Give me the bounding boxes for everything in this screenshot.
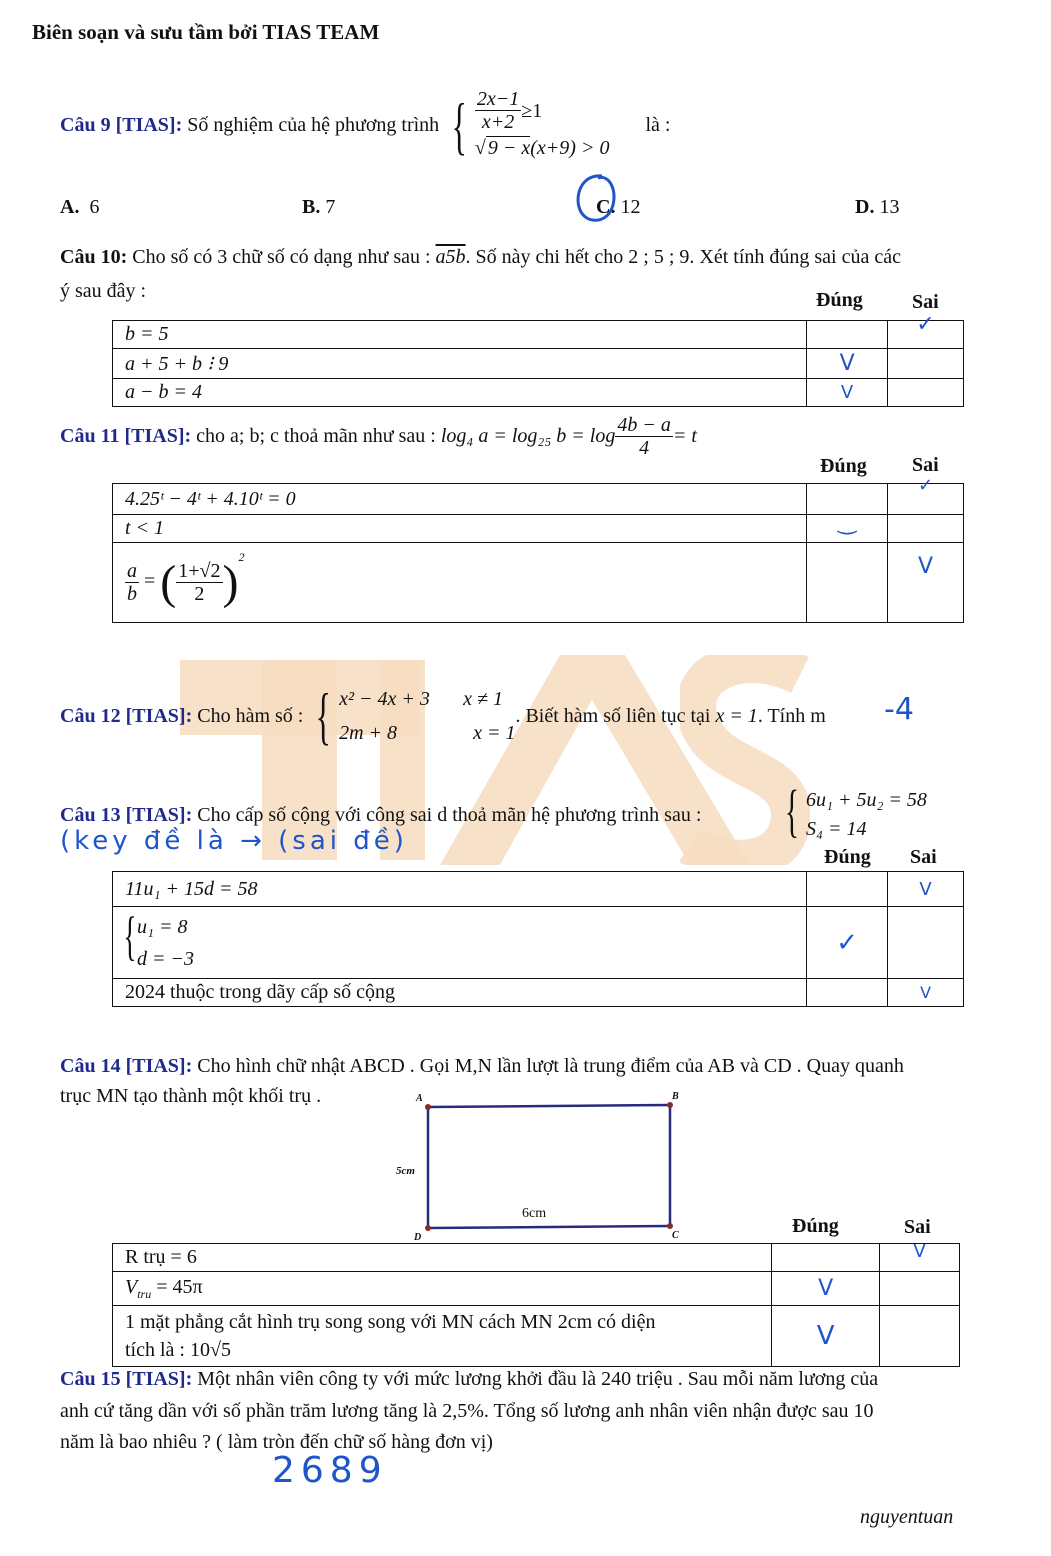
cell-true[interactable] — [772, 1272, 880, 1306]
cell-true[interactable] — [807, 349, 888, 379]
statement-value: = 45π — [151, 1275, 203, 1298]
inequality-rest: (x+9) > 0 — [530, 137, 610, 159]
cell-true[interactable] — [807, 979, 888, 1007]
vertex-label-b: B — [672, 1091, 679, 1102]
statement: 11u₁ + 15d = 58 — [113, 872, 807, 907]
check-mark-icon: V — [839, 351, 855, 376]
cell-false[interactable] — [880, 1306, 960, 1367]
handwritten-answer: -4 — [884, 692, 914, 727]
check-mark-icon: V — [816, 1321, 835, 1351]
system-brace: { — [316, 680, 332, 751]
case-expression: x² − 4x + 3 — [339, 688, 430, 710]
system-brace: { — [451, 89, 468, 161]
column-header-true: Đúng — [816, 289, 863, 311]
case-condition: x = 1 — [473, 722, 516, 744]
question-label: Câu 15 [TIAS]: — [60, 1368, 193, 1390]
check-mark-icon: ✓ — [916, 312, 935, 337]
statement — [113, 1306, 772, 1367]
question-label: Câu 11 [TIAS]: — [60, 424, 192, 447]
true-false-table — [112, 871, 964, 1007]
table-row — [113, 515, 964, 543]
page-header: Biên soạn và sưu tầm bởi TIAS TEAM — [32, 20, 380, 44]
table-row — [113, 321, 964, 349]
statement: 4.25ᵗ − 4ᵗ + 4.10ᵗ = 0 — [113, 484, 807, 515]
cell-true[interactable] — [772, 1306, 880, 1367]
question-9 — [60, 78, 670, 173]
cell-false[interactable] — [880, 1272, 960, 1306]
point: x = 1 — [715, 704, 758, 727]
table-row — [113, 1306, 960, 1367]
question-text: Cho hàm số : — [197, 704, 304, 727]
question-text-line3: năm là bao nhiêu ? ( làm tròn đến chữ số hàng đơn vị) — [60, 1431, 493, 1453]
handwritten-answer: 2689 — [272, 1450, 388, 1491]
question-13 — [60, 804, 701, 827]
piecewise-function — [339, 682, 515, 750]
case-condition: x ≠ 1 — [463, 688, 503, 710]
cell-true[interactable] — [807, 510, 888, 543]
cell-false[interactable] — [888, 515, 964, 543]
question-11 — [60, 408, 697, 464]
sqrt-expression: 9 − x — [487, 137, 531, 159]
check-mark-icon: ‿ — [838, 510, 856, 535]
cell-false[interactable] — [888, 907, 964, 979]
table-row — [113, 872, 964, 907]
fraction-numerator: a — [127, 560, 137, 582]
question-text: Cho số có 3 chữ số có dạng như sau : — [132, 246, 431, 268]
check-mark-icon: V — [919, 878, 932, 900]
option-value: 7 — [325, 196, 336, 218]
exponent: 2 — [238, 550, 245, 565]
statement: t < 1 — [113, 515, 807, 543]
fraction-denominator: b — [127, 583, 137, 605]
question-12 — [60, 680, 826, 752]
option-letter: D. — [855, 196, 875, 218]
question-text: cho a; b; c thoả mãn như sau : — [196, 424, 436, 447]
statement: a + 5 + b ⁝ 9 — [113, 349, 807, 379]
question-suffix: là : — [645, 114, 671, 136]
column-header-true: Đúng — [820, 455, 867, 477]
cell-true[interactable] — [807, 543, 888, 623]
statement: b = 5 — [113, 321, 807, 349]
vertex-c — [667, 1223, 673, 1229]
table-row — [113, 349, 964, 379]
table-row — [113, 979, 964, 1007]
check-mark-icon: V — [918, 554, 934, 579]
number-expression: a5b — [435, 246, 466, 268]
option-a[interactable] — [60, 196, 99, 219]
check-mark-icon: V — [913, 1241, 926, 1262]
system-brace: { — [123, 905, 137, 966]
column-header-false: Sai — [904, 1216, 931, 1238]
column-header-true: Đúng — [792, 1215, 839, 1237]
option-value: 6 — [89, 196, 100, 218]
table-row — [113, 1272, 960, 1306]
statement: 2024 thuộc trong dãy cấp số cộng — [113, 979, 807, 1007]
table-row — [113, 543, 964, 623]
check-mark-icon: ✓ — [836, 927, 859, 958]
subscript: tru — [137, 1286, 152, 1301]
statement-line: u₁ = 8 — [137, 915, 188, 938]
question-14 — [60, 1055, 904, 1078]
handwritten-note: (key đề là → (sai đề) — [60, 826, 408, 856]
equation: S₄ = 14 — [806, 818, 867, 840]
cell-true[interactable] — [772, 1244, 880, 1272]
vertex-b — [667, 1102, 673, 1108]
inequality: ≥1 — [521, 99, 543, 122]
option-letter: B. — [302, 196, 321, 218]
cell-true[interactable] — [807, 321, 888, 349]
table-row — [113, 907, 964, 979]
option-value: 13 — [879, 196, 900, 218]
question-text-line2: trục MN tạo thành một khối trụ . — [60, 1085, 322, 1107]
cell-true[interactable] — [807, 379, 888, 407]
table-row — [113, 1244, 960, 1272]
question-text: Cho cấp số cộng với công sai d thoả mãn hệ phương trình sau : — [197, 804, 702, 826]
cell-false[interactable] — [888, 543, 964, 623]
question-label: Câu 9 [TIAS]: — [60, 114, 183, 136]
fraction-numerator: 4b − a — [617, 413, 671, 436]
vertex-label-d: D — [414, 1232, 422, 1243]
option-d[interactable] — [855, 196, 899, 219]
check-mark-icon: V — [818, 1276, 834, 1301]
question-text: Cho hình chữ nhật ABCD . Gọi M,N lần lượt là trung điểm của AB và CD . Quay quanh — [197, 1055, 904, 1077]
vertex-label-c: C — [672, 1230, 679, 1241]
vertex-label-a: A — [416, 1093, 423, 1104]
check-mark-icon: V — [920, 983, 932, 1002]
equation-system: $\frac{2x-1}{x+2}$ ≥1 √ 9 − x(x+9) > 0 — [474, 88, 610, 159]
fraction-denominator: 4 — [639, 436, 650, 459]
question-text-line2: anh cứ tăng dần với số phần trăm lương tăng là 2,5%. Tổng số lương anh nhân viên nhận được sau 10 — [60, 1400, 874, 1422]
question-label: Câu 10: — [60, 246, 128, 268]
option-letter: A. — [60, 196, 80, 218]
fraction-denominator: 2 — [194, 583, 205, 605]
cell-true[interactable] — [807, 907, 888, 979]
question-label: Câu 14 [TIAS]: — [60, 1055, 193, 1077]
log-expression: log₄ a = log₂₅ b = log — [440, 424, 616, 447]
table-row — [113, 484, 964, 515]
fraction-denominator: x+2 — [481, 111, 515, 133]
question-15 — [60, 1368, 878, 1391]
column-header-false: Sai — [910, 846, 937, 868]
question-text-cont: . Số này chi hết cho 2 ; 5 ; 9. Xét tính đúng sai của các — [465, 246, 901, 268]
check-mark-icon: ✓ — [917, 474, 934, 496]
question-text-cont: . Biết hàm số liên tục tại — [515, 704, 711, 727]
vertex-d — [425, 1225, 431, 1231]
statement: $\frac{a}{b}$ = ( $\frac{1+√2}{2}$ )$^2$ — [113, 543, 807, 623]
question-label: Câu 12 [TIAS]: — [60, 704, 193, 727]
true-false-table — [112, 312, 964, 407]
fraction-numerator: 2x−1 — [476, 88, 520, 110]
fraction — [615, 414, 673, 459]
column-header-true: Đúng — [824, 846, 871, 868]
vertex-a — [425, 1104, 431, 1110]
question-text-line2: ý sau đây : — [60, 280, 147, 302]
table-row — [113, 379, 964, 407]
equation-system — [784, 778, 927, 844]
option-value: 12 — [620, 196, 641, 218]
cell-false[interactable] — [888, 312, 964, 349]
cell-false[interactable] — [880, 1241, 960, 1272]
true-false-table — [112, 1243, 960, 1367]
option-letter: C. — [596, 196, 616, 218]
handwritten-circle-icon — [572, 170, 622, 226]
statement: a − b = 4 — [113, 379, 807, 407]
equation: 6u₁ + 5u₂ = 58 — [806, 789, 927, 811]
statement-line: d = −3 — [137, 947, 194, 970]
statement-line: tích là : 10√5 — [125, 1339, 231, 1361]
check-mark-icon: V — [840, 382, 854, 403]
statement-var: V — [125, 1275, 138, 1298]
statement — [113, 1272, 772, 1306]
cell-false[interactable] — [888, 474, 964, 515]
side-length-label: 5cm — [396, 1165, 415, 1177]
statement: R trụ = 6 — [113, 1244, 772, 1272]
question-text-end: . Tính m — [757, 704, 826, 727]
question-10 — [60, 246, 901, 269]
statement — [113, 907, 807, 979]
cell-false[interactable] — [888, 979, 964, 1007]
question-label: Câu 13 [TIAS]: — [60, 804, 193, 826]
cell-false[interactable] — [888, 379, 964, 407]
cell-false[interactable] — [888, 349, 964, 379]
system-brace: { — [784, 778, 799, 843]
author-signature: nguyentuan — [860, 1506, 954, 1528]
question-text: Một nhân viên công ty với mức lương khởi đầu là 240 triệu . Sau mỗi năm lương của — [197, 1368, 879, 1390]
base-length-label: 6cm — [522, 1206, 547, 1221]
equals-t: = t — [672, 424, 697, 447]
cell-true[interactable] — [807, 872, 888, 907]
column-header-false: Sai — [912, 454, 939, 476]
option-b[interactable] — [302, 196, 335, 219]
fraction-numerator: 1+√2 — [178, 560, 221, 582]
column-header-false: Sai — [912, 291, 939, 313]
cell-false[interactable] — [888, 872, 964, 907]
statement-line: 1 mặt phẳng cắt hình trụ song song với MN cách MN 2cm có diện — [125, 1311, 656, 1333]
true-false-table — [112, 474, 964, 623]
case-expression: 2m + 8 — [339, 722, 398, 744]
question-text: Số nghiệm của hệ phương trình — [187, 114, 440, 136]
